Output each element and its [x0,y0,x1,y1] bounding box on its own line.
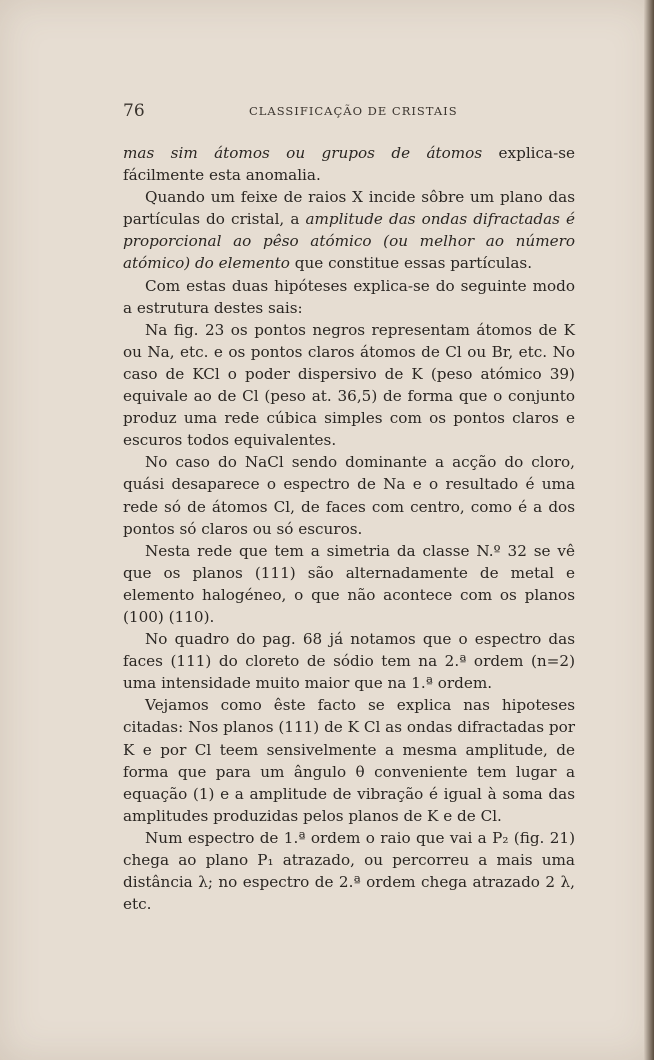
text-segment: explica-se fácilmente esta anomalia. [123,144,576,185]
text-segment: Num espectro de 1.ª ordem o raio que vai a P₂ (fig. 21) chega ao plano P₁ atrazado, ou percorreu a mais uma distância λ; no espectro de 2.ª ordem chega atrazado 2 λ, etc. [123,828,575,914]
paragraph-3 [123,275,575,319]
paragraph-6 [123,540,575,628]
body-text [123,142,575,915]
page-number: 76 [123,101,145,121]
paragraph-9 [123,827,575,915]
text-segment: mas sim átomos ou grupos de átomos [123,144,483,162]
paragraph-2 [123,186,575,274]
paragraph-4 [123,319,575,452]
text-segment: Quando um feixe de raios X incide sôbre um plano das partículas do cristal, a [123,188,575,229]
paragraph-1 [123,142,575,186]
text-segment: Na fig. 23 os pontos negros representam átomos de K ou Na, etc. e os pontos claros átomos de Cl ou Br, etc. No caso de KCl o poder dispersivo de K (peso atómico 39) equivale ao de Cl (peso at. 36,5) de forma que o conjunto produz uma rede cúbica simples com os pontos claros e escuros todos equivalentes. [123,320,575,450]
text-segment: amplitude das ondas difractadas é proporcional ao pêso atómico (ou melhor ao número atómico) do elemento [123,210,575,273]
text-segment: Nesta rede que tem a simetria da classe N.º 32 se vê que os planos (111) são alternadamente de metal e elemento halogéneo, o que não acontece com os planos (100) (110). [123,541,575,626]
running-head [123,101,573,121]
text-segment: Vejamos como êste facto se explica nas hipoteses citadas: Nos planos (111) de K Cl as ondas difractadas por K e por Cl teem sensivelmente a mesma amplitude, de forma que para um ângulo θ conveniente tem lugar a equação (1) e a amplitude de vibração é igual à soma das amplitudes produzidas pelos planos de K e de Cl. [123,696,575,825]
paragraph-7 [123,628,575,694]
text-segment: No caso do NaCl sendo dominante a acção do cloro, quási desaparece o espectro de Na e o resultado é uma rede só de átomos Cl, de faces com centro, como é a dos pontos só claros ou só escuros. [123,453,575,538]
text-segment: Com estas duas hipóteses explica-se do seguinte modo a estrutura destes sais: [123,276,575,317]
paragraph-8 [123,694,575,827]
paragraph-5 [123,451,575,539]
text-segment: No quadro do pag. 68 já notamos que o espectro das faces (111) do cloreto de sódio tem na 2.ª ordem (n=2) uma intensidade muito maior que na 1.ª ordem. [123,630,575,693]
text-segment: que constitue essas partículas. [289,254,533,273]
page-edge [644,0,654,1060]
running-title: CLASSIFICAÇÃO DE CRISTAIS [249,104,458,118]
